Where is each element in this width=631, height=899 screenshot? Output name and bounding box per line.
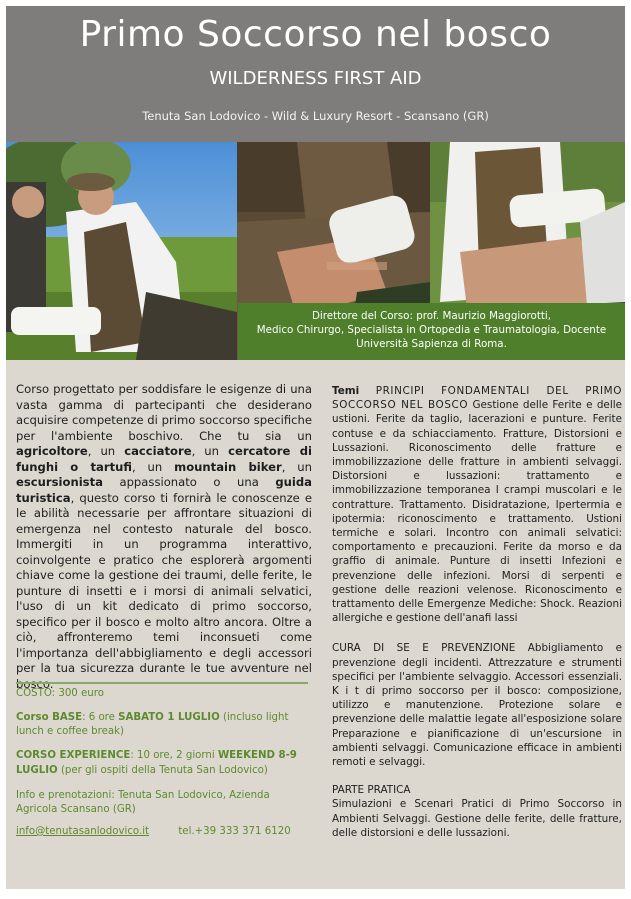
- intro-sep: , un: [281, 459, 312, 474]
- practice-text: Simulazioni e Scenari Pratici di Primo Soccorso in Ambienti Selvaggi. Gestione delle ferite, delle fratture, delle distorsioni e delle lussazioni.: [332, 798, 622, 839]
- intro-text-2: , questo corso ti fornirà le conoscenze e le abilità necessarie per affrontare situazioni di emergenza nel contesto naturale del bosco. Immergiti in un programma interattivo, coinvolgente e pratico che esplorerà argomenti chiave come la gestione dei traumi, delle ferite, le punture di insetti e i morsi di animali selvatici, l'uso di un kit dedicato di primo soccorso, specifico per il bosco e molto altro ancora. Oltre a ciò, affronteremo temi inconsueti come l'importanza dell'abbigliamento e degli accessori per la tua sicurezza durante le tue avventure nel: [16, 490, 312, 675]
- base-course: [16, 711, 312, 739]
- exp-date: WEEKEND 8-9 LUGLIO: [16, 750, 297, 776]
- header-banner: [6, 6, 625, 142]
- page-subtitle: WILDERNESS FIRST AID: [209, 68, 422, 89]
- cost-line: COSTO: 300 euro: [16, 688, 104, 699]
- topics-label: Temi: [332, 385, 360, 397]
- exp-duration: : 10 ore, 2 giorni: [130, 750, 218, 761]
- base-note: (incluso light lunch e coffee break): [16, 712, 289, 737]
- director-line-2: Medico Chirurgo, Specialista in Ortopedia e Traumatologia, Docente: [256, 324, 607, 336]
- base-date: SABATO 1 LUGLIO: [118, 712, 220, 723]
- divider: [16, 682, 308, 684]
- flyer-page: [6, 6, 625, 889]
- photo-instructor-bandaging: [6, 142, 237, 360]
- topics-block: [332, 384, 622, 625]
- intro-sep: , un: [191, 444, 229, 458]
- audience-biker: mountain biker: [174, 459, 282, 474]
- intro-sep: , un: [131, 459, 175, 474]
- audience-agricoltore: agricoltore: [16, 444, 88, 458]
- practice-heading: PARTE PRATICA: [332, 784, 411, 797]
- page-title: Primo Soccorso nel bosco: [79, 14, 552, 55]
- audience-cacciatore: cacciatore: [124, 444, 192, 458]
- base-duration: : 6 ore: [82, 712, 119, 723]
- topics-section: [332, 384, 622, 840]
- topics-text: Gestione delle Ferite e delle ustioni. Ferite da taglio, lacerazioni e punture. Ferite contuse e da schiacciamento. Fratture, Distorsioni e Lussazioni. Riconoscimento delle fratture e immobilizzazione delle fratture in ambienti selvaggi. Distorsioni e lussazioni: trattamento e immobilizzazione temporanea I crampi muscolari e le contratture. Trattamento. Disidratazione, Ipertermia e ipotermia: riconoscimento e trattamento. Ustioni termiche e solari. Incontro con animali selvatici: comportamento e precauzioni. Ferite da morso e da graffio di animale. Punture di insetti Infezioni e prevenzione delle infezioni. Morsi di serpenti e gestione delle reazioni velenose. Riconoscimento e trattamento delle Emergenze Mediche: Shock. Reazioni allergiche e gestione dell'anafi lassi: [332, 399, 622, 625]
- prevention-block: [332, 641, 622, 769]
- director-box: [238, 303, 625, 360]
- experience-course: [16, 748, 312, 778]
- intro-sep: , un: [87, 444, 125, 458]
- exp-note: (per gli ospiti della Tenuta San Lodovico): [57, 765, 268, 776]
- audience-cercatore: cercatore di funghi o tartufi: [16, 444, 312, 474]
- contact-line: [16, 826, 312, 837]
- topics-heading: PRINCIPI FONDAMENTALI DEL PRIMO SOCCORSO NEL BOSCO: [332, 385, 622, 412]
- contact-info: Info e prenotazioni: Tenuta San Lodovico, Azienda Agricola Scansano (GR): [16, 790, 270, 815]
- base-label: Corso BASE: [16, 712, 83, 723]
- intro-text-1: Corso progettato per soddisfare le esigenze di una vasta gamma di partecipanti che desiderano acquisire competenze di primo soccorso specifiche per l'ambiente boschivo. Che tu sia un: [16, 382, 312, 443]
- audience-guida: guida turistica: [16, 475, 312, 505]
- prevention-heading: CURA DI SE E PREVENZIONE: [332, 642, 516, 655]
- phone-number: tel.+39 333 371 6120: [178, 826, 291, 837]
- intro-sep: appassionato o una: [102, 475, 276, 489]
- prevention-text: Abbigliamento e prevenzione degli incidenti. Attrezzature e strumenti specifici per l'ambiente selvaggio. Accessori essenziali. K i t di primo soccorso per il bosco: composizione, utilizzo e manutenzione. Protezione solare e prevenzione delle malattie legate all'esposizione solare Preparazione e pianificazione di un'escursione in ambienti selvaggi. Comunicazione efficace in ambienti remoti e selvaggi.: [332, 642, 623, 769]
- director-line-3: Università Sapienza di Roma.: [356, 338, 507, 350]
- audience-escursionista: escursionista: [16, 475, 103, 489]
- director-line-1: Direttore del Corso: prof. Maurizio Maggiorotti,: [311, 310, 552, 322]
- exp-label: CORSO EXPERIENCE: [16, 750, 131, 761]
- email-link[interactable]: info@tenutasanlodovico.it: [16, 826, 150, 837]
- location-line: Tenuta San Lodovico - Wild & Luxury Resort - Scansano (GR): [142, 109, 489, 123]
- intro-paragraph: [16, 382, 312, 692]
